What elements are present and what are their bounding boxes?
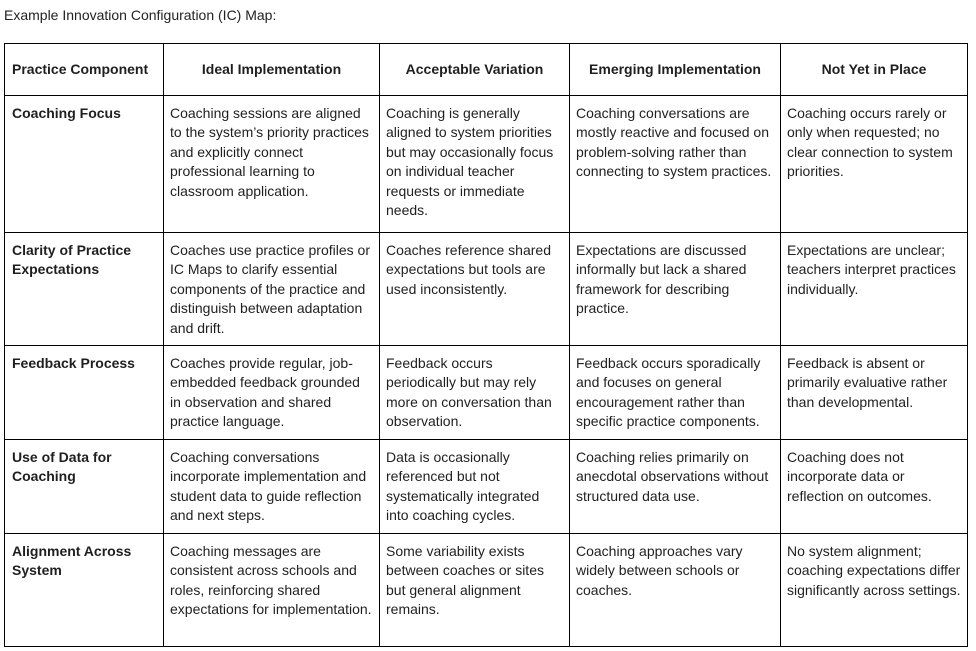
cell-ideal: Coaching sessions are aligned to the system’s priority practices and explicitly connect professional learning to classroom application. — [164, 96, 380, 233]
table-row-use-of-data — [5, 440, 968, 534]
cell-acceptable: Some variability exists between coaches or sites but general alignment remains. — [380, 534, 570, 647]
cell-emerging: Coaching conversations are mostly reactive and focused on problem-solving rather than connecting to system practices. — [570, 96, 781, 233]
header-emerging-implementation: Emerging Implementation — [570, 44, 781, 96]
table-row-alignment-across-system — [5, 534, 968, 647]
cell-acceptable: Data is occasionally referenced but not systematically integrated into coaching cycles. — [380, 440, 570, 534]
header-ideal-implementation: Ideal Implementation — [164, 44, 380, 96]
cell-acceptable: Coaching is generally aligned to system priorities but may occasionally focus on individual teacher requests or immediate needs. — [380, 96, 570, 233]
cell-not-yet: Expectations are unclear; teachers interpret practices individually. — [781, 233, 968, 346]
row-component-label: Use of Data for Coaching — [5, 440, 164, 534]
cell-not-yet: Feedback is absent or primarily evaluative rather than developmental. — [781, 346, 968, 440]
ic-map-table — [4, 43, 968, 647]
row-component-label: Clarity of Practice Expectations — [5, 233, 164, 346]
cell-ideal: Coaches provide regular, job-embedded feedback grounded in observation and shared practice language. — [164, 346, 380, 440]
cell-ideal: Coaches use practice profiles or IC Maps to clarify essential components of the practice and distinguish between adaptation and drift. — [164, 233, 380, 346]
table-row-feedback-process — [5, 346, 968, 440]
cell-emerging: Feedback occurs sporadically and focuses on general encouragement rather than specific practice components. — [570, 346, 781, 440]
cell-emerging: Coaching approaches vary widely between schools or coaches. — [570, 534, 781, 647]
row-component-label: Feedback Process — [5, 346, 164, 440]
cell-ideal: Coaching conversations incorporate implementation and student data to guide reflection and next steps. — [164, 440, 380, 534]
table-header-row — [5, 44, 968, 96]
cell-emerging: Expectations are discussed informally but lack a shared framework for describing practice. — [570, 233, 781, 346]
row-component-label: Coaching Focus — [5, 96, 164, 233]
table-row-coaching-focus — [5, 96, 968, 233]
cell-acceptable: Feedback occurs periodically but may rely more on conversation than observation. — [380, 346, 570, 440]
table-row-clarity-of-practice — [5, 233, 968, 346]
cell-ideal: Coaching messages are consistent across schools and roles, reinforcing shared expectations for implementation. — [164, 534, 380, 647]
row-component-label: Alignment Across System — [5, 534, 164, 647]
cell-emerging: Coaching relies primarily on anecdotal observations without structured data use. — [570, 440, 781, 534]
header-practice-component: Practice Component — [5, 44, 164, 96]
cell-acceptable: Coaches reference shared expectations but tools are used inconsistently. — [380, 233, 570, 346]
table-caption: Example Innovation Configuration (IC) Map: — [4, 7, 277, 23]
cell-not-yet: Coaching occurs rarely or only when requested; no clear connection to system priorities. — [781, 96, 968, 233]
cell-not-yet: Coaching does not incorporate data or reflection on outcomes. — [781, 440, 968, 534]
cell-not-yet: No system alignment; coaching expectations differ significantly across settings. — [781, 534, 968, 647]
header-not-yet-in-place: Not Yet in Place — [781, 44, 968, 96]
header-acceptable-variation: Acceptable Variation — [380, 44, 570, 96]
